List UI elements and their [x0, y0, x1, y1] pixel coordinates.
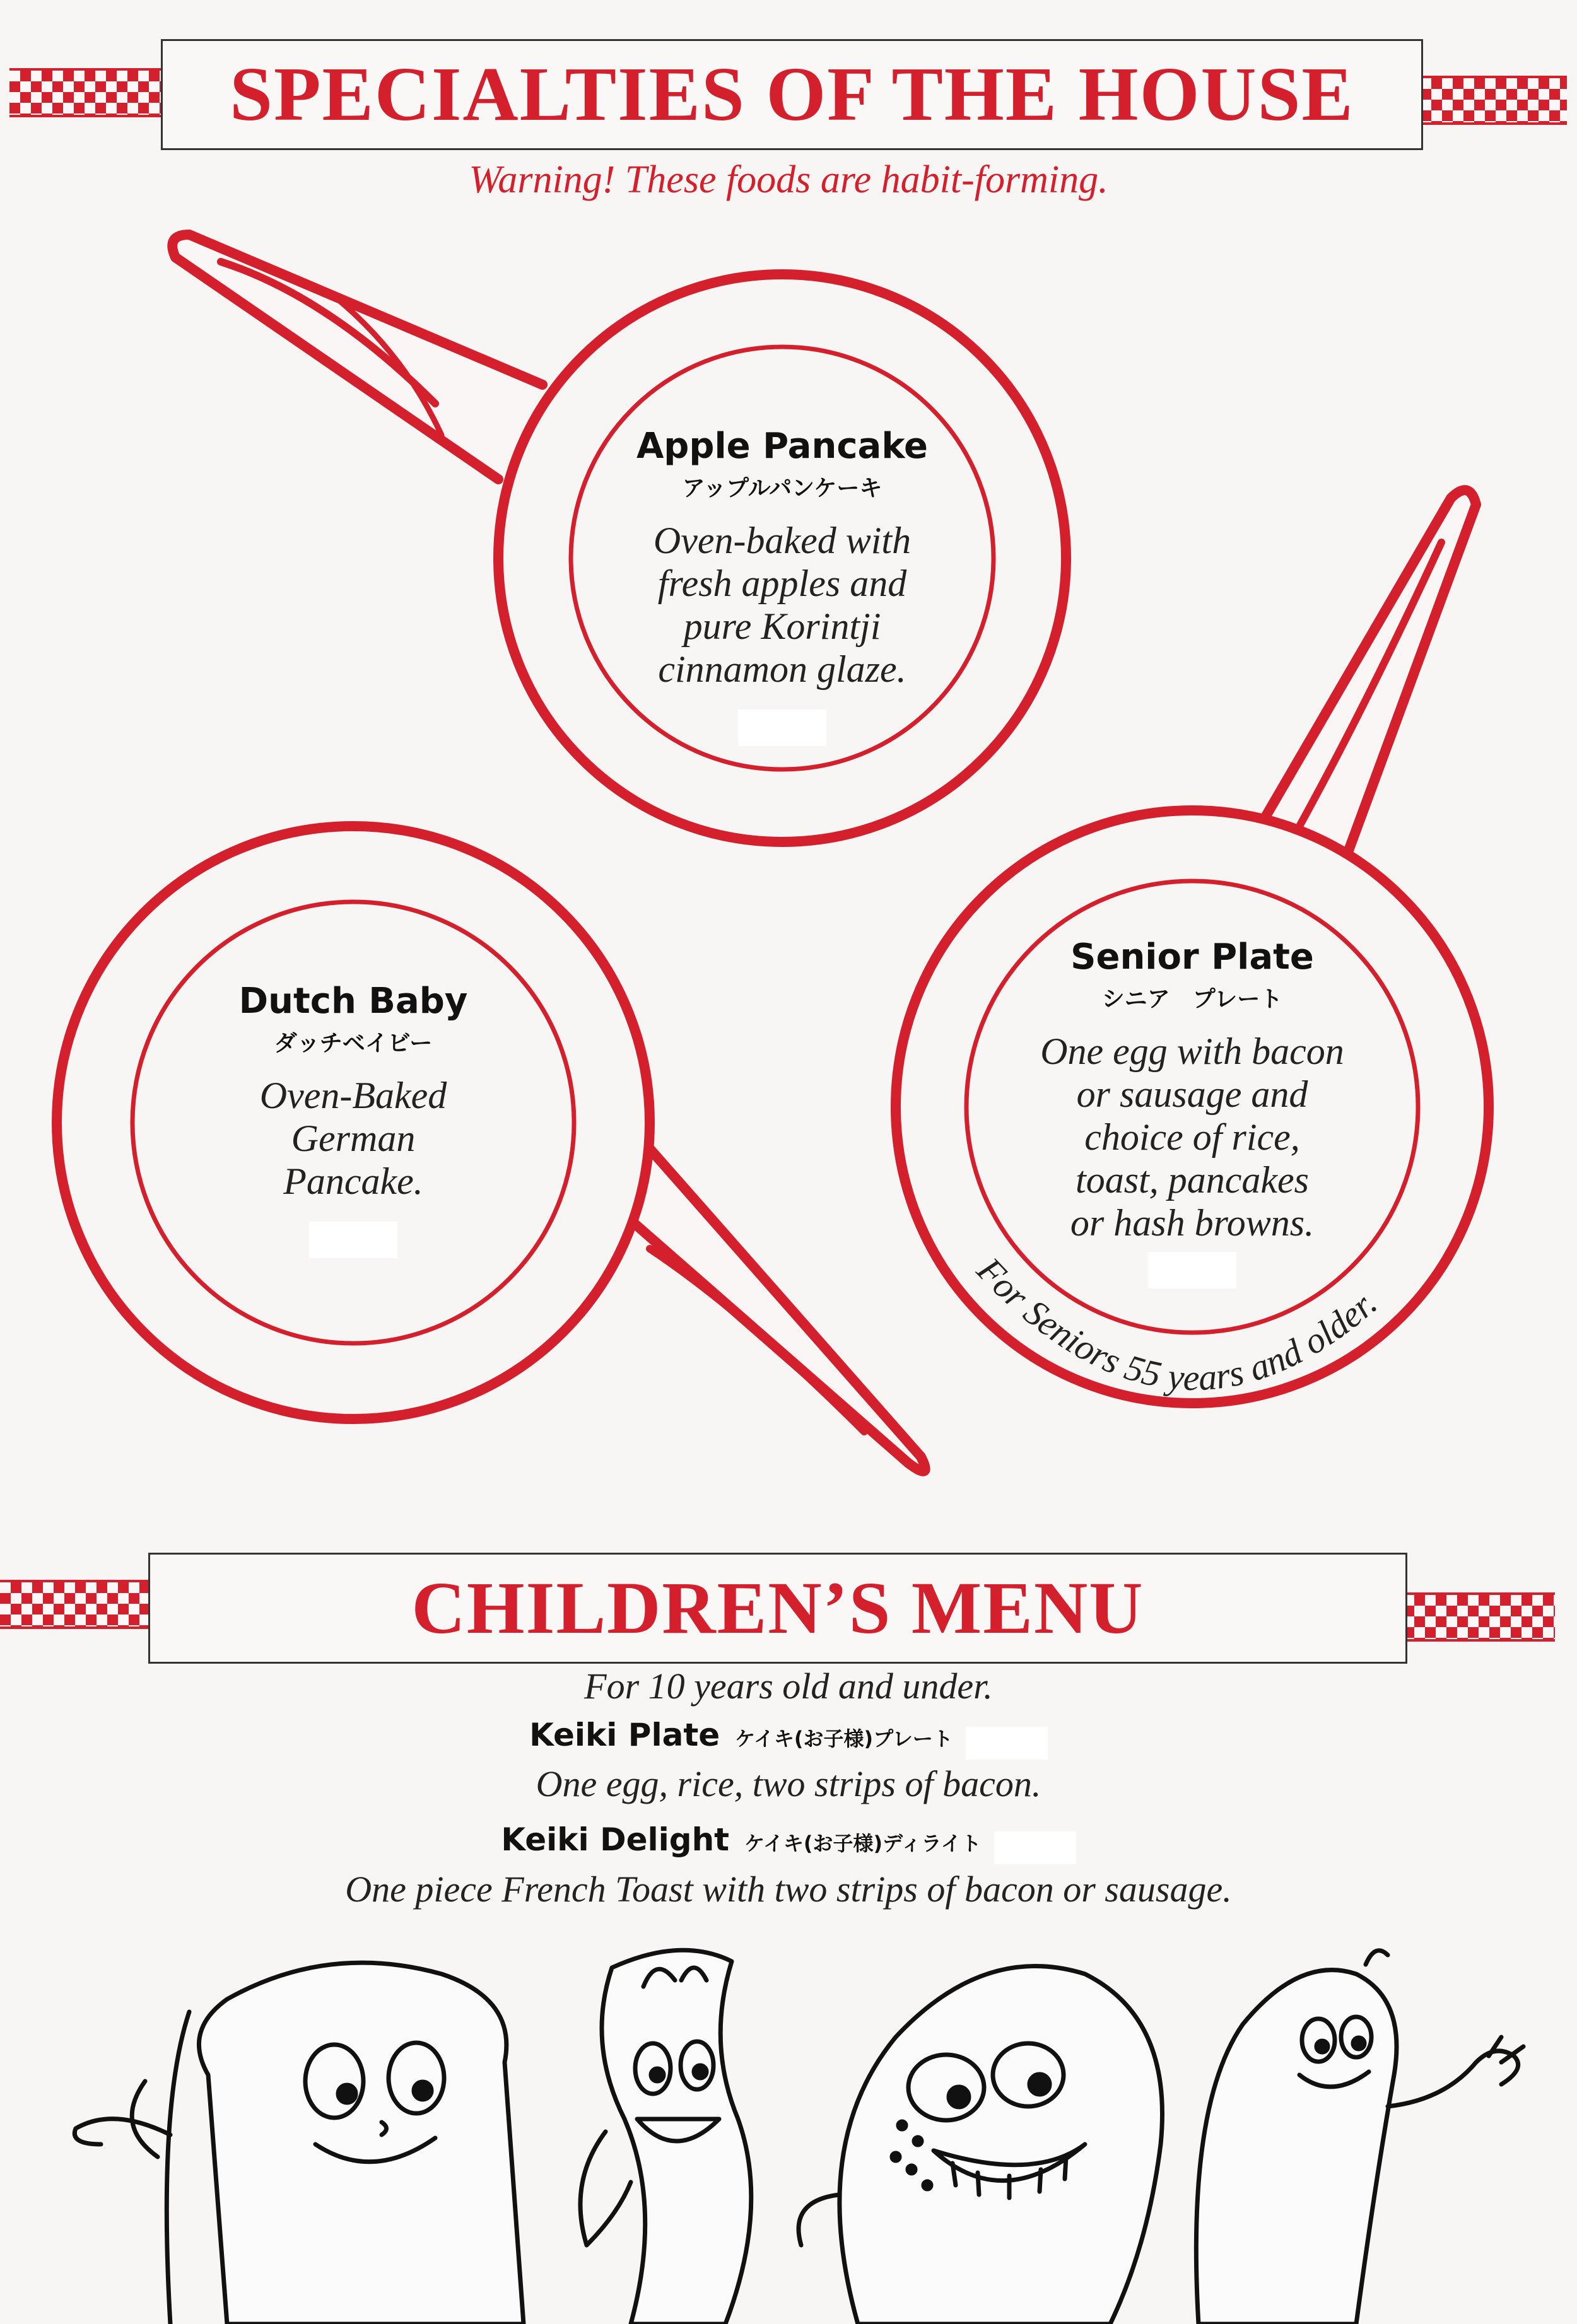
- children-item-name: Keiki Plate: [529, 1717, 720, 1753]
- item-description: [170, 1074, 536, 1203]
- price-blank: [966, 1727, 1048, 1760]
- item-name: Apple Pancake: [636, 426, 929, 467]
- desc-line: One egg with bacon: [1040, 1031, 1344, 1072]
- desc-line: or hash browns.: [1070, 1202, 1315, 1244]
- children-item-keiki-delight: [0, 1821, 1577, 1864]
- item-senior-plate: [990, 937, 1394, 1291]
- specialties-title: SPECIALTIES OF THE HOUSE: [230, 52, 1354, 137]
- price-blank: [738, 709, 826, 746]
- checker-band-left-bottom: [0, 1580, 148, 1629]
- item-description: [990, 1030, 1394, 1244]
- item-name-jp: シニア プレート: [1101, 986, 1283, 1012]
- cartoon-food-characters: [0, 1917, 1577, 2324]
- item-dutch-baby: [170, 981, 536, 1261]
- children-item-desc: One piece French Toast with two strips of bacon or sausage.: [345, 1869, 1232, 1910]
- price-blank: [994, 1831, 1076, 1864]
- item-description: [593, 519, 971, 691]
- children-item-keiki-plate: [0, 1717, 1577, 1760]
- children-item-name-jp: ケイキ(お子様)ディライト: [744, 1831, 982, 1855]
- desc-line: Oven-Baked: [259, 1075, 447, 1116]
- checker-band-right-bottom: [1404, 1592, 1555, 1642]
- desc-line: Oven-baked with: [653, 520, 912, 561]
- desc-line: German: [291, 1118, 416, 1159]
- toast-character: [74, 1963, 524, 2324]
- price-blank: [1148, 1252, 1236, 1288]
- children-item-name: Keiki Delight: [501, 1821, 730, 1858]
- item-name-jp: アップルパンケーキ: [682, 476, 882, 501]
- children-title: CHILDREN’S MENU: [411, 1567, 1144, 1649]
- desc-line: toast, pancakes: [1076, 1159, 1309, 1201]
- item-name: Dutch Baby: [238, 981, 468, 1022]
- price-blank: [309, 1222, 397, 1258]
- desc-line: cinnamon glaze.: [658, 648, 906, 690]
- children-title-box: [148, 1553, 1407, 1664]
- warning-text: Warning! These foods are habit-forming.: [469, 158, 1108, 201]
- desc-line: choice of rice,: [1084, 1116, 1300, 1158]
- bacon-character: [580, 1950, 751, 2324]
- desc-line: pure Korintji: [683, 605, 881, 647]
- senior-age-note-text: For Seniors 55 years and older.: [969, 1249, 1385, 1399]
- desc-line: Pancake.: [283, 1160, 423, 1202]
- item-name: Senior Plate: [1070, 937, 1314, 978]
- children-item-name-jp: ケイキ(お子様)プレート: [735, 1727, 953, 1751]
- children-subtitle: For 10 years old and under.: [584, 1666, 993, 1707]
- french-toast-character: [799, 1966, 1163, 2324]
- desc-line: or sausage and: [1076, 1073, 1308, 1115]
- item-apple-pancake: [593, 426, 971, 749]
- sausage-character: [1196, 1951, 1523, 2324]
- desc-line: fresh apples and: [657, 563, 907, 604]
- item-name-jp: ダッチベイビー: [274, 1031, 433, 1056]
- children-item-desc: One egg, rice, two strips of bacon.: [536, 1763, 1041, 1804]
